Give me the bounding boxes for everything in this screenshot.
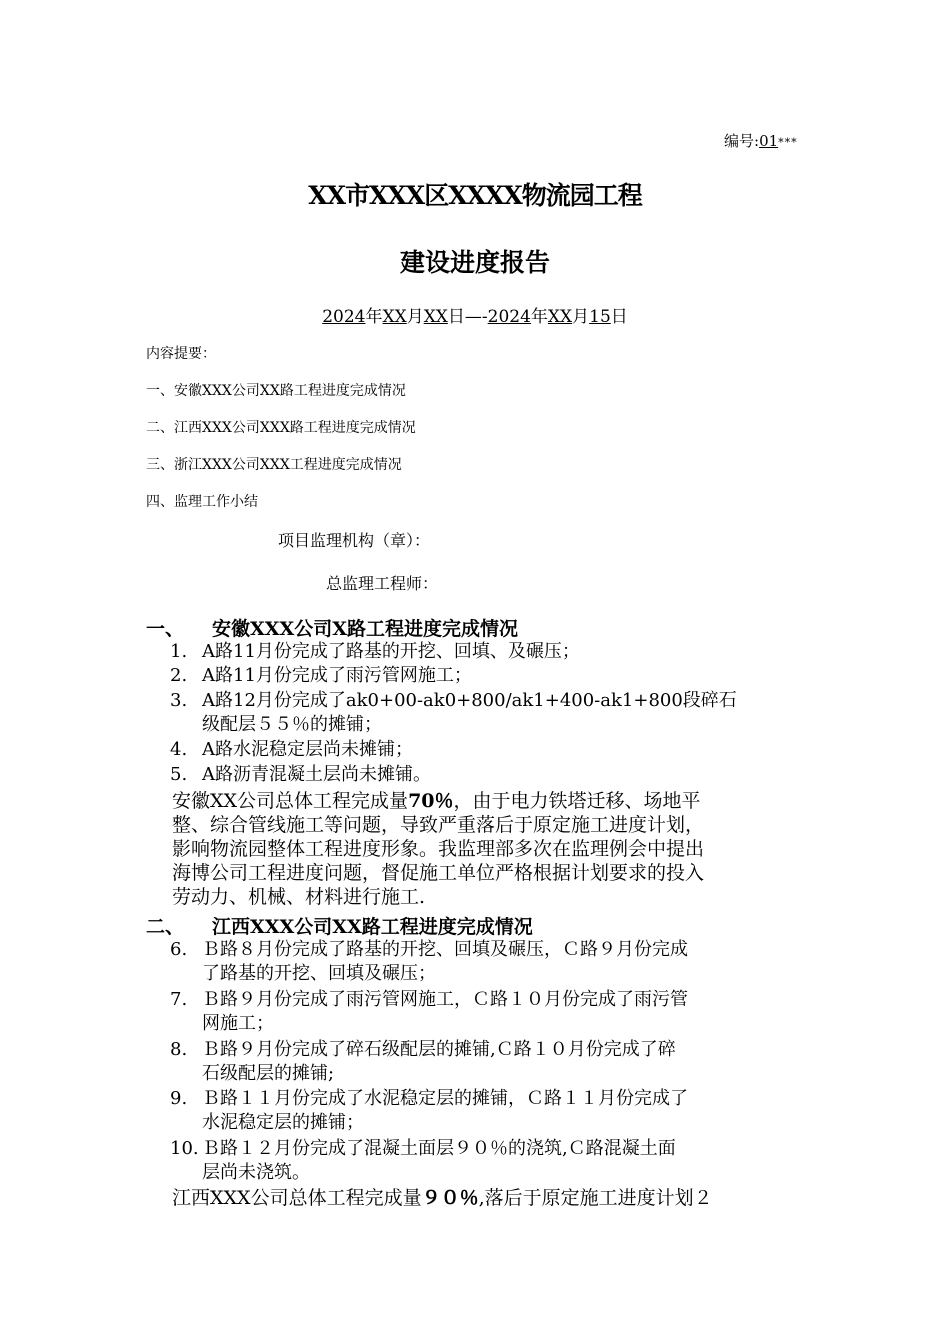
item-text: A路水泥稳定层尚未摊铺； [202, 739, 413, 760]
list-item [170, 938, 688, 986]
section-number: 二、 [146, 916, 185, 938]
list-item [170, 988, 688, 1036]
item-text: Ｂ路１１月份完成了水泥稳定层的摊铺，Ｃ路１１月份完成了 [202, 1088, 688, 1109]
item-number: 9. [170, 1088, 188, 1109]
toc-item: 四、监理工作小结 [146, 494, 258, 510]
summary-line [172, 789, 812, 813]
serial-value: 01 [759, 132, 779, 150]
item-text-continued: 网施工； [202, 1013, 274, 1034]
item-number: 5. [170, 764, 188, 785]
item-text: A路沥青混凝土层尚未摊铺。 [202, 764, 431, 785]
month-char: 月 [572, 307, 590, 327]
summary-line: 劳动力、机械、材料进行施工. [172, 886, 426, 908]
item-text-continued: 石级配层的摊铺; [202, 1063, 335, 1084]
summary-text: 安徽XX公司总体工程完成量 [172, 790, 409, 812]
toc-label: 内容提要： [146, 346, 216, 362]
start-day: XX [423, 307, 448, 327]
section-title: 安徽XXX公司X路工程进度完成情况 [212, 618, 518, 640]
end-day: 15 [589, 307, 611, 327]
list-item [170, 1137, 676, 1185]
item-number: 6. [170, 939, 188, 960]
chief-engineer-signature: 总监理工程师： [326, 574, 439, 593]
summary-line: 海博公司工程进度问题，督促施工单位严格根据计划要求的投入 [172, 862, 705, 884]
item-number: 1. [170, 641, 188, 662]
item-text: Ｂ路９月份完成了碎石级配层的摊铺,Ｃ路１０月份完成了碎 [202, 1039, 676, 1060]
report-period [0, 302, 950, 327]
section-title: 江西XXX公司XX路工程进度完成情况 [212, 916, 533, 938]
item-text: Ｂ路８月份完成了路基的开挖、回填及碾压，Ｃ路９月份完成 [202, 939, 688, 960]
serial-number [724, 130, 798, 151]
year-char: 年 [365, 307, 383, 327]
item-text: A路12月份完成了ak0+00-ak0+800/ak1+400-ak1+800段碎石 [202, 690, 737, 711]
list-item [170, 1038, 676, 1086]
item-number: 7. [170, 989, 188, 1010]
year-char: 年 [530, 307, 548, 327]
serial-label: 编号: [724, 132, 760, 150]
document-title: XX市XXX区XXXX物流园工程 [308, 181, 642, 210]
day-char: 日 [610, 307, 628, 327]
document-subtitle: 建设进度报告 [399, 248, 550, 277]
summary-text: ，由于电力铁塔迁移、场地平 [453, 790, 701, 812]
day-dash: 日—- [447, 307, 488, 327]
section-number: 一、 [146, 618, 185, 640]
item-text: Ｂ路１２月份完成了混凝土面层９０％的浇筑,Ｃ路混凝土面 [202, 1138, 676, 1159]
summary-text: 江西XXX公司总体工程完成量 [172, 1187, 422, 1209]
toc-item: 一、安徽XXX公司XX路工程进度完成情况 [146, 383, 406, 399]
item-number: 4. [170, 739, 188, 760]
end-year: 2024 [487, 307, 531, 327]
summary-line: 整、综合管线施工等问题，导致严重落后于原定施工进度计划， [172, 814, 705, 836]
item-text: A路11月份完成了路基的开挖、回填、及碾压； [202, 641, 580, 662]
supervision-org-signature: 项目监理机构（章）： [278, 531, 431, 550]
item-text-continued: 级配层５５％的摊铺； [202, 714, 382, 735]
summary-text: ,落后于原定施工进度计划２ [478, 1187, 713, 1209]
item-number: 2. [170, 665, 188, 686]
item-text-continued: 层尚未浇筑。 [202, 1162, 310, 1183]
item-text-continued: 了路基的开挖、回填及碾压； [202, 963, 436, 984]
section-summary [172, 1186, 812, 1210]
list-item [170, 738, 413, 762]
item-text-continued: 水泥稳定层的摊铺； [202, 1112, 364, 1133]
item-number: 8. [170, 1039, 188, 1060]
list-item [170, 763, 431, 787]
item-number: 10. [170, 1138, 199, 1159]
summary-line [172, 1186, 812, 1210]
toc-item: 二、江西XXX公司XXX路工程进度完成情况 [146, 420, 416, 436]
item-text: Ｂ路９月份完成了雨污管网施工，Ｃ路１０月份完成了雨污管 [202, 989, 688, 1010]
month-char: 月 [406, 307, 424, 327]
item-number: 3. [170, 690, 188, 711]
section-heading [146, 614, 518, 641]
summary-line: 影响物流园整体工程进度形象。我监理部多次在监理例会中提出 [172, 838, 705, 860]
serial-suffix: *** [778, 136, 798, 149]
completion-rate: ９０％ [421, 1187, 479, 1209]
completion-rate: 70％ [408, 790, 454, 812]
list-item [170, 1087, 688, 1135]
section-heading [146, 912, 533, 939]
list-item [170, 664, 472, 688]
start-month: XX [382, 307, 407, 327]
toc-item: 三、浙江XXX公司XXX工程进度完成情况 [146, 457, 402, 473]
section-summary [172, 789, 812, 909]
item-text: A路11月份完成了雨污管网施工； [202, 665, 472, 686]
start-year: 2024 [322, 307, 366, 327]
list-item [170, 640, 580, 664]
list-item [170, 689, 737, 737]
end-month: XX [547, 307, 573, 327]
